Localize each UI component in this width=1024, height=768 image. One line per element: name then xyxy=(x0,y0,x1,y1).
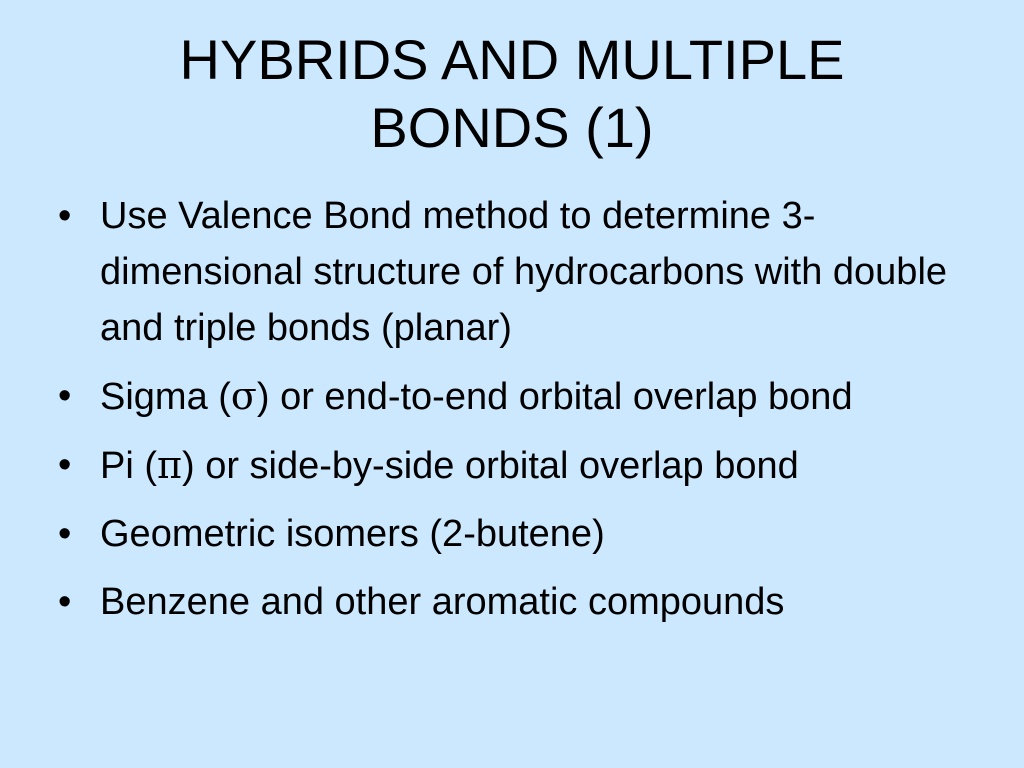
bullet-marker: • xyxy=(58,581,72,623)
bullet-marker: • xyxy=(58,375,72,417)
title-line-2: BONDS (1) xyxy=(370,96,654,159)
bullet-item-benzene xyxy=(58,574,978,630)
sigma-symbol: σ xyxy=(230,374,257,418)
bullet-item-valence-bond xyxy=(58,188,978,356)
bullet-text: Use Valence Bond method to determine 3-dimensional structure of hydrocarbons with double and triple bonds (planar) xyxy=(100,195,948,349)
bullet-marker: • xyxy=(58,195,72,237)
bullet-marker: • xyxy=(58,444,72,486)
bullet-text-before: Sigma ( xyxy=(100,376,231,418)
slide-title xyxy=(40,26,984,162)
pi-symbol: π xyxy=(157,443,182,487)
bullet-item-geometric-isomers xyxy=(58,506,978,562)
bullet-text-after: ) or end-to-end orbital overlap bond xyxy=(256,376,853,418)
bullet-text-after: ) or side-by-side orbital overlap bond xyxy=(181,445,799,487)
bullet-text: Benzene and other aromatic compounds xyxy=(100,581,785,623)
bullet-text: Geometric isomers (2-butene) xyxy=(100,513,605,555)
bullet-item-sigma xyxy=(58,368,978,425)
bullet-marker: • xyxy=(58,513,72,555)
bullet-text-before: Pi ( xyxy=(100,445,157,487)
title-line-1: HYBRIDS AND MULTIPLE xyxy=(179,28,845,91)
bullet-list xyxy=(58,188,978,642)
bullet-item-pi xyxy=(58,437,978,494)
